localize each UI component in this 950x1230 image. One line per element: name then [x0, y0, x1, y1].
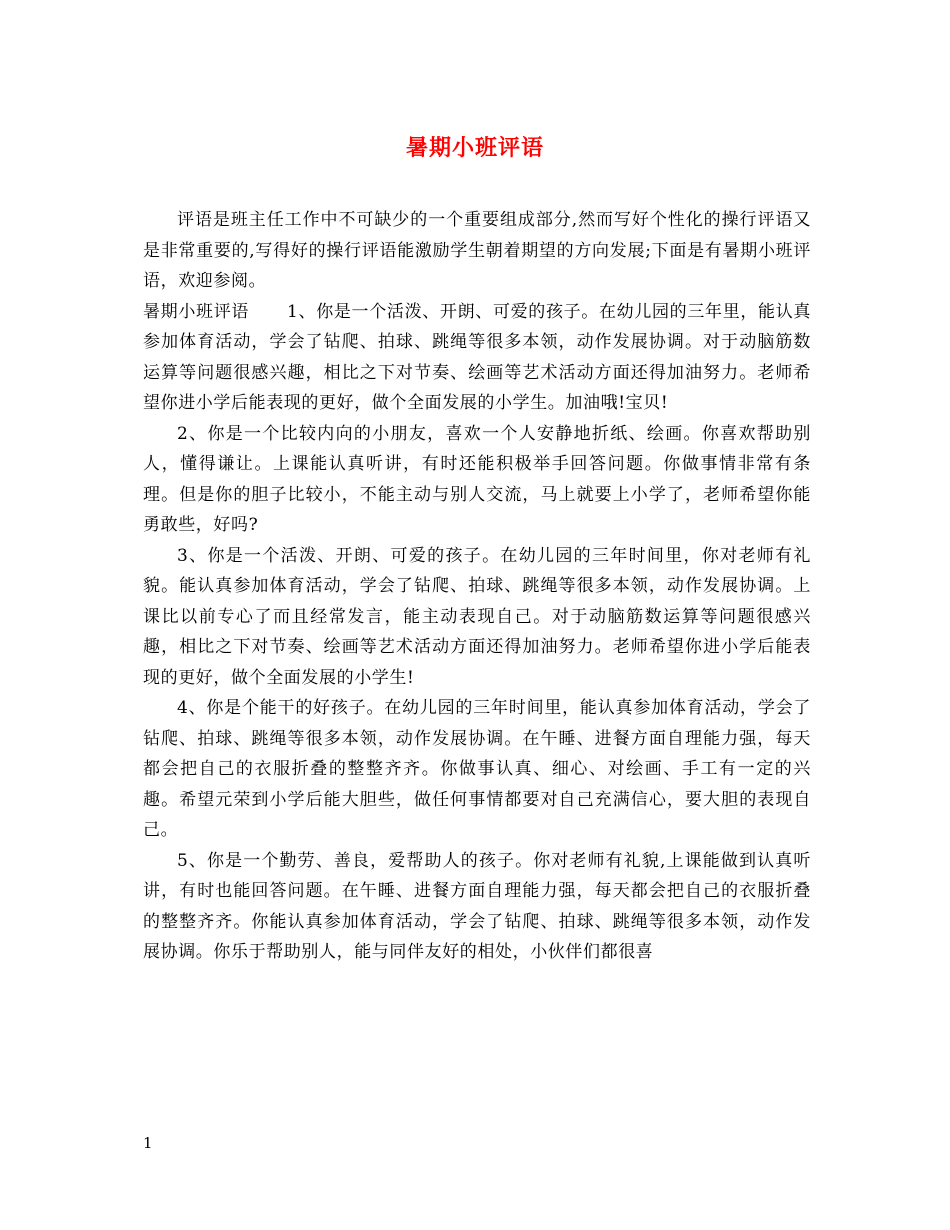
comment-paragraph-5: 5、你是一个勤劳、善良，爱帮助人的孩子。你对老师有礼貌,上课能做到认真听讲，有时也能回答问题。在午睡、进餐方面自理能力强，每天都会把自己的衣服折叠的整整齐齐。你能认真参加体育活动，学会了钻爬、拍球、跳绳等很多本领，动作发展协调。你乐于帮助别人，能与同伴友好的相处，小伙伴们都很喜 [143, 850, 811, 962]
document-body [143, 205, 811, 968]
comment-paragraph-4: 4、你是个能干的好孩子。在幼儿园的三年时间里，能认真参加体育活动，学会了钻爬、拍球、跳绳等很多本领，动作发展协调。在午睡、进餐方面自理能力强，每天都会把自己的衣服折叠的整整齐齐。你做事认真、细心、对绘画、手工有一定的兴趣。希望元荣到小学后能大胆些，做任何事情都要对自己充满信心，要大胆的表现自己。 [143, 698, 811, 840]
page-number: 1 [143, 1134, 153, 1152]
comment-paragraph-2: 2、你是一个比较内向的小朋友，喜欢一个人安静地折纸、绘画。你喜欢帮助别人，懂得谦让。上课能认真听讲，有时还能积极举手回答问题。你做事情非常有条理。但是你的胆子比较小，不能主动与别人交流，马上就要上小学了，老师希望你能勇敢些，好吗? [143, 423, 811, 535]
section-heading: 暑期小班评语 [143, 301, 250, 322]
comment-paragraph-1 [143, 297, 811, 419]
comment-text-1: 1、你是一个活泼、开朗、可爱的孩子。在幼儿园的三年里，能认真参加体育活动，学会了钻爬、拍球、跳绳等很多本领，动作发展协调。对于动脑筋数运算等问题很感兴趣，相比之下对节奏、绘画等艺术活动方面还得加油努力。老师希望你进小学后能表现的更好，做个全面发展的小学生。加油哦!宝贝! [143, 301, 811, 413]
document-title: 暑期小班评语 [405, 135, 544, 161]
intro-paragraph: 评语是班主任工作中不可缺少的一个重要组成部分,然而写好个性化的操行评语又是非常重要的,写得好的操行评语能激励学生朝着期望的方向发展;下面是有暑期小班评语，欢迎参阅。 [143, 210, 811, 291]
comment-paragraph-3: 3、你是一个活泼、开朗、可爱的孩子。在幼儿园的三年时间里，你对老师有礼貌。能认真参加体育活动，学会了钻爬、拍球、跳绳等很多本领，动作发展协调。上课比以前专心了而且经常发言，能主动表现自己。对于动脑筋数运算等问题很感兴趣，相比之下对节奏、绘画等艺术活动方面还得加油努力。老师希望你进小学后能表现的更好，做个全面发展的小学生! [143, 545, 811, 688]
